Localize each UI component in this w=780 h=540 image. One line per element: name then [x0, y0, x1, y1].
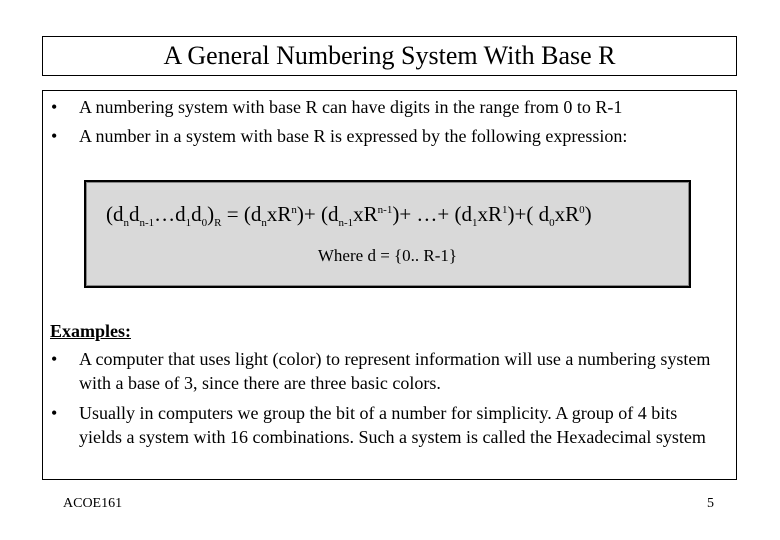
- page-number: 5: [707, 496, 714, 511]
- slide-content-box: [42, 90, 737, 511]
- bullet-icon: •: [51, 126, 58, 146]
- footer-course-code: ACOE161: [63, 496, 123, 511]
- bullet-icon: •: [51, 97, 58, 117]
- bullet-text: A numbering system with base R can have digits in the range from 0 to R-1: [79, 97, 623, 117]
- slide-title: A General Numbering System With Base R: [163, 41, 616, 70]
- example-text: A computer that uses light (color) to represent information will use a numbering system with a base of 3, since there are three basic colors.: [79, 349, 711, 393]
- examples-heading: Examples:: [50, 321, 131, 341]
- example-text: Usually in computers we group the bit of a number for simplicity. A group of 4 bits yields a system with 16 combinations. Such a system is called the Hexadecimal system: [79, 403, 706, 447]
- bullet-item: [51, 126, 627, 147]
- slide-title-box: [42, 36, 737, 76]
- formula-box: [84, 180, 691, 288]
- bullet-item: [51, 97, 622, 118]
- formula: $(d_nd_{n-1}\dots d_1d_0)_R = (d_nxR^n)+ (d_{n-1}xR^{n-1})+$ …+ $(d_1xR^1)+$( $d_0xR^0$): [106, 202, 592, 230]
- formula-where-clause: Where d = {0.. R-1}: [317, 246, 458, 265]
- bullet-text: A number in a system with base R is expressed by the following expression:: [79, 126, 628, 146]
- bullet-icon: •: [51, 403, 58, 423]
- example-item: [51, 347, 731, 395]
- bullet-icon: •: [51, 349, 58, 369]
- example-item: [51, 401, 731, 449]
